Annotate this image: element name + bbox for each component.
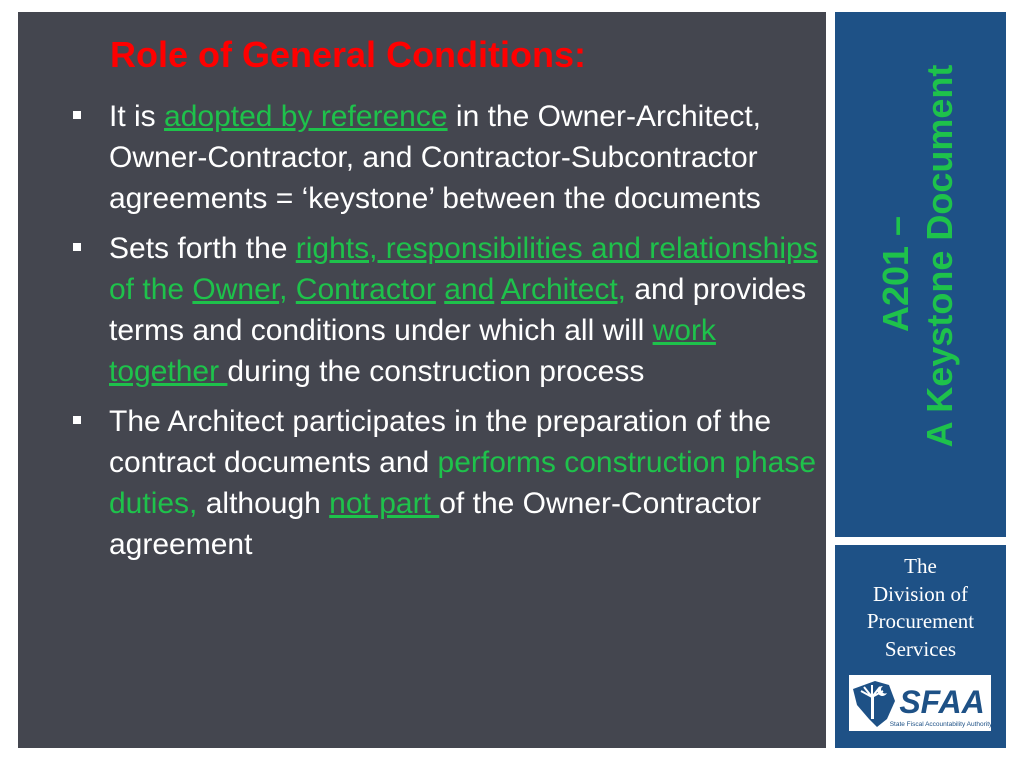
division-line: The xyxy=(904,554,937,578)
hyperlink-and[interactable]: and xyxy=(444,273,495,306)
text-run xyxy=(494,273,501,306)
highlighted-text: performs construction phase duties, xyxy=(109,446,817,520)
slide-title: Role of General Conditions: xyxy=(110,34,587,75)
division-line: Division of xyxy=(872,581,969,606)
division-line: Procurement xyxy=(866,609,975,633)
text-run: Sets forth the xyxy=(109,232,296,265)
bullet-item xyxy=(68,228,818,392)
hyperlink-contractor[interactable]: Contractor xyxy=(295,273,436,306)
hyperlink-owner[interactable]: Owner xyxy=(192,273,280,306)
text-run: during the construction process xyxy=(227,355,645,388)
text-run: , xyxy=(279,273,296,306)
bullet-item xyxy=(68,96,818,219)
text-run xyxy=(436,273,444,306)
square-bullet-icon xyxy=(73,243,81,251)
sidebar-heading-panel xyxy=(835,12,1006,537)
text-run: of the Owner-Contractor agreement xyxy=(109,487,762,561)
hyperlink-not-part[interactable]: not part xyxy=(329,487,440,520)
text-run: of the xyxy=(109,273,193,306)
text-run: although xyxy=(197,487,330,520)
bullet-item xyxy=(68,401,818,565)
sfaa-logo xyxy=(849,675,991,731)
text-run: in the Owner-Architect, Owner-Contractor, and Contractor-Subcontractor agreements = ‘keystone’ between the documents xyxy=(109,100,762,215)
division-line: Services xyxy=(884,636,957,661)
hyperlink-architect[interactable]: Architect, xyxy=(500,273,626,306)
heading-line-1: A201 – xyxy=(875,215,916,333)
division-name xyxy=(835,553,1006,663)
square-bullet-icon xyxy=(73,416,81,424)
hyperlink-work-together[interactable]: work together xyxy=(109,314,716,388)
vertical-heading xyxy=(835,12,1006,537)
logo-subtext: State Fiscal Accountability Authority xyxy=(889,721,991,728)
logo-wordmark: SFAA xyxy=(899,684,985,720)
text-run: and provides terms and conditions under which all will xyxy=(109,273,807,347)
bullet-list xyxy=(68,96,818,574)
content-panel xyxy=(18,12,826,748)
text-run: It is xyxy=(109,100,165,133)
hyperlink-rights-responsibilities[interactable]: rights, responsibilities and relationships xyxy=(295,232,818,265)
sfaa-logo-graphic xyxy=(849,675,991,731)
hyperlink-adopted-by-reference[interactable]: adopted by reference xyxy=(164,100,448,133)
sidebar-division-panel xyxy=(835,545,1006,748)
heading-line-2: A Keystone Document xyxy=(919,64,960,448)
square-bullet-icon xyxy=(73,111,81,119)
text-run: The Architect participates in the preparation of the contract documents and xyxy=(109,405,772,479)
palmetto-trunk-icon xyxy=(871,697,874,719)
